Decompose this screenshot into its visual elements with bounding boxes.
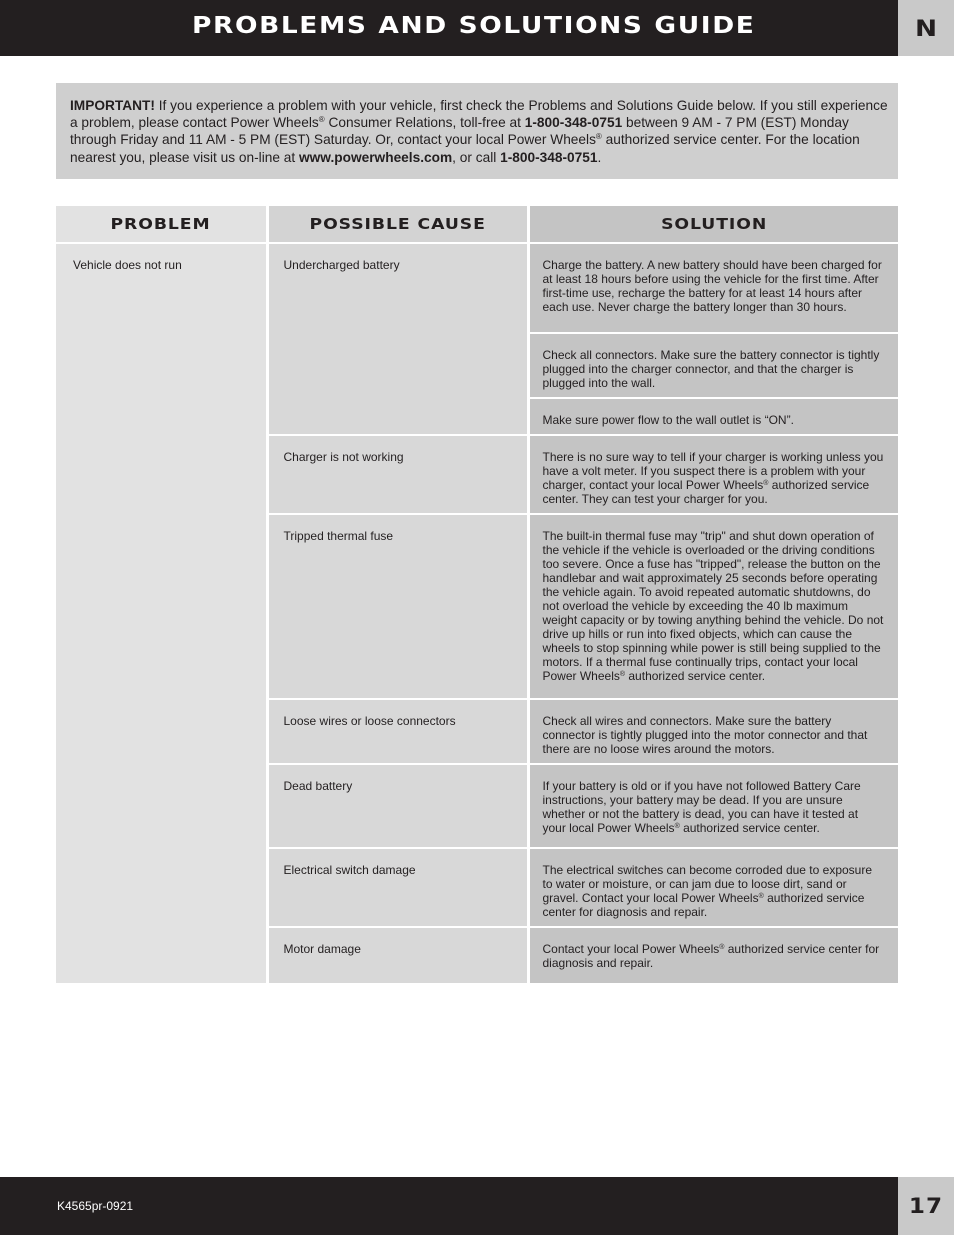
cause-cell: Tripped thermal fuse bbox=[267, 514, 528, 699]
notice-text: between 9 AM - 7 PM (EST) Monday through Friday and 11 AM - 5 PM (EST) Saturday. Or, contact your local Power Wheels bbox=[70, 115, 849, 148]
registered-mark: ® bbox=[674, 823, 680, 830]
solution-cell: Check all connectors. Make sure the battery connector is tightly plugged into the charger connector, and that the charger is plugged into the wall. bbox=[528, 333, 898, 398]
language-tab bbox=[898, 0, 954, 56]
notice-text: Consumer Relations, toll-free at bbox=[324, 115, 525, 131]
page-number-tab bbox=[898, 1177, 954, 1235]
solution-cell: The built-in thermal fuse may "trip" and shut down operation of the vehicle if the vehicle is overloaded or the driving conditions too severe. Once a fuse has "tripped", release the button on the handlebar and wait approximately 25 seconds before operating the vehicle again. To avoid repeated automatic shutdowns, do not overload the vehicle by exceeding the 40 lb maximum weight capacity or by towing anything behind the vehicle. Do not drive up hills or run into fixed objects, which can cause the wheels to stop spinning while power is still being supplied to the motors. If a thermal fuse continually trips, contact your local Power Wheels® authorized service center. bbox=[528, 514, 898, 699]
problem-cell: Vehicle does not run bbox=[56, 243, 267, 983]
cause-cell: Dead battery bbox=[267, 764, 528, 848]
notice-text: If you experience a problem with your vehicle, first check the Problems and Solutions Guide below. If you still experience a problem, please contact Power Wheels bbox=[70, 98, 888, 131]
registered-mark: ® bbox=[595, 132, 602, 142]
solution-cell: There is no sure way to tell if your charger is working unless you have a volt meter. If you suspect there is a problem with your charger, contact your local Power Wheels® authorized service center. They can test your charger for you. bbox=[528, 435, 898, 514]
notice-text: , or call bbox=[452, 149, 501, 165]
solution-cell: Charge the battery. A new battery should have been charged for at least 18 hours before using the vehicle for the first time. After first-time use, recharge the battery for at least 14 hours after each use. Never charge the battery longer than 30 hours. bbox=[528, 243, 898, 333]
solution-cell: Contact your local Power Wheels® authorized service center for diagnosis and repair. bbox=[528, 927, 898, 983]
footer-bar bbox=[0, 1177, 898, 1235]
cause-cell: Undercharged battery bbox=[267, 243, 528, 435]
document-code: K4565pr-0921 bbox=[57, 1199, 134, 1213]
solution-cell: Check all wires and connectors. Make sure the battery connector is tightly plugged into the motor connector and that there are no loose wires around the motors. bbox=[528, 699, 898, 764]
page-number: 17 bbox=[908, 1194, 944, 1218]
registered-mark: ® bbox=[619, 671, 626, 678]
header-bar bbox=[0, 0, 898, 56]
problems-solutions-table bbox=[56, 206, 898, 983]
registered-mark: ® bbox=[318, 115, 325, 125]
table-header-row bbox=[56, 206, 898, 243]
solution-cell: If your battery is old or if you have not followed Battery Care instructions, your battery may be dead. If you are unsure whether or not the battery is dead, you can have it tested at your local Power Wheels® authorized service center. bbox=[528, 764, 898, 848]
phone-number: 1-800-348-0751 bbox=[500, 149, 598, 165]
header-problem: PROBLEM bbox=[56, 206, 267, 243]
phone-number: 1-800-348-0751 bbox=[524, 115, 623, 131]
cause-cell: Charger is not working bbox=[267, 435, 528, 514]
header-solution: SOLUTION bbox=[528, 206, 898, 243]
registered-mark: ® bbox=[758, 893, 764, 900]
cause-cell: Motor damage bbox=[267, 927, 528, 983]
notice-text: authorized service center. For the location nearest you, please visit us on-line at bbox=[70, 132, 860, 165]
solution-cell: The electrical switches can become corroded due to exposure to water or moisture, or can jam due to loose dirt, sand or gravel. Contact your local Power Wheels® authorized service center for diagnosis and repair. bbox=[528, 848, 898, 927]
solution-cell: Make sure power flow to the wall outlet is “ON”. bbox=[528, 398, 898, 435]
cause-cell: Loose wires or loose connectors bbox=[267, 699, 528, 764]
important-label: IMPORTANT! bbox=[70, 98, 155, 113]
registered-mark: ® bbox=[719, 944, 725, 951]
table-row bbox=[56, 243, 898, 333]
cause-cell: Electrical switch damage bbox=[267, 848, 528, 927]
header-possible-cause: POSSIBLE CAUSE bbox=[267, 206, 528, 243]
important-notice bbox=[56, 83, 898, 179]
page-title: PROBLEMS AND SOLUTIONS GUIDE bbox=[192, 13, 756, 39]
registered-mark: ® bbox=[763, 480, 769, 487]
website-url: www.powerwheels.com bbox=[299, 149, 453, 165]
notice-text: . bbox=[597, 149, 602, 165]
language-code: N bbox=[914, 17, 938, 42]
